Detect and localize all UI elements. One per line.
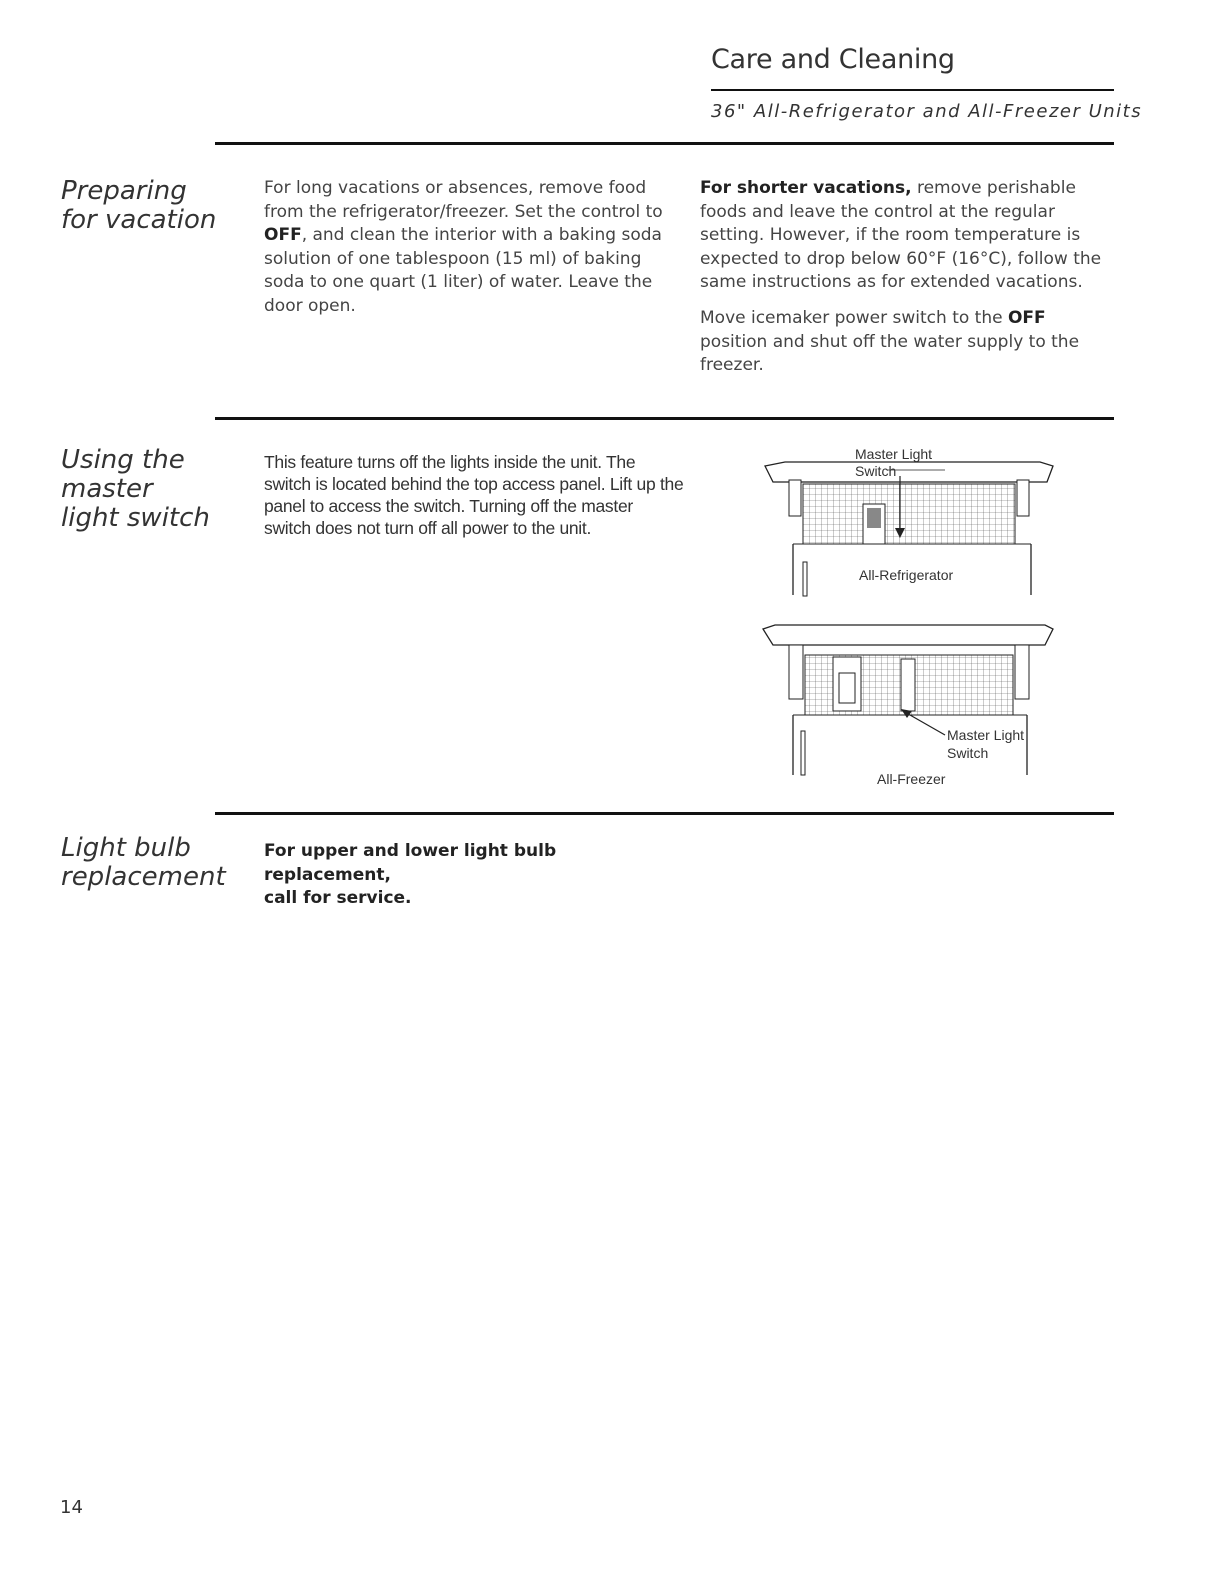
section-title-line: replacement — [61, 862, 226, 892]
header-divider — [711, 89, 1114, 91]
text-run: For long vacations or absences, remove food from the refrigerator/freezer. Set the control to — [264, 178, 663, 222]
text-line: For upper and lower light bulb replacement, — [264, 841, 557, 885]
figure-label: Switch — [947, 745, 989, 761]
section-title-line: Light bulb — [61, 833, 191, 863]
text-bold: For shorter vacations, — [700, 178, 912, 198]
figure-label: Switch — [855, 463, 897, 479]
section-divider — [215, 812, 1114, 815]
section-title-line: Preparing — [61, 176, 187, 206]
figure-caption: All-Refrigerator — [859, 567, 954, 583]
figure-label: Master Light — [947, 727, 1025, 743]
control-box — [901, 659, 915, 711]
vent-grille — [803, 484, 1015, 544]
section-title-line: Using the — [61, 445, 185, 475]
icemaker-detail — [839, 673, 855, 703]
text-run: remove perishable foods and leave the control at the regular setting. However, if the room temperature is expected to drop below 60°F (16°C), follow the same instructions as for extended vacations. — [700, 178, 1102, 293]
door-handle — [801, 731, 805, 775]
section-title-line: for vacation — [61, 205, 217, 235]
section-title-light-switch — [61, 446, 210, 533]
access-panel — [765, 462, 1053, 482]
hinge-left — [789, 645, 803, 699]
hinge-left — [789, 480, 801, 516]
section-title-vacation — [61, 177, 216, 235]
section-title-line: master — [61, 474, 153, 504]
figure-all-refrigerator — [755, 440, 1065, 600]
page-header-title: Care and Cleaning — [711, 44, 955, 75]
light-switch-text: This feature turns off the lights inside the unit. The switch is located behind the top access panel. Lift up the panel to access the switch. Turning off the master switch does not turn off all power to the unit. — [264, 452, 684, 538]
text-line: call for service. — [264, 888, 412, 909]
control-detail — [867, 508, 881, 528]
text-run: , and clean the interior with a baking soda solution of one tablespoon (15 ml) of baking soda to one quart (1 liter) of water. Leave the door open. — [264, 225, 662, 316]
figure-all-freezer — [755, 615, 1065, 790]
hinge-right — [1015, 645, 1029, 699]
text-bold: OFF — [1007, 307, 1046, 328]
page-header-subtitle: 36" All-Refrigerator and All-Freezer Units — [711, 101, 1143, 122]
figure-label: Master Light — [855, 446, 933, 462]
bulb-text — [264, 840, 684, 911]
page-number: 14 — [60, 1497, 83, 1518]
vacation-long-text — [264, 177, 664, 331]
access-panel — [763, 625, 1053, 645]
text-run: Move icemaker power switch to the — [700, 307, 1008, 328]
section-divider — [215, 417, 1114, 420]
text-run: position and shut off the water supply to the freezer. — [700, 331, 1080, 376]
hinge-right — [1017, 480, 1029, 516]
section-divider — [215, 142, 1114, 145]
figure-caption: All-Freezer — [877, 771, 946, 787]
door-handle — [803, 562, 807, 596]
vacation-short-text — [700, 177, 1114, 390]
text-bold: OFF — [264, 225, 302, 246]
section-title-line: light switch — [61, 503, 210, 533]
section-title-bulb — [61, 834, 226, 892]
